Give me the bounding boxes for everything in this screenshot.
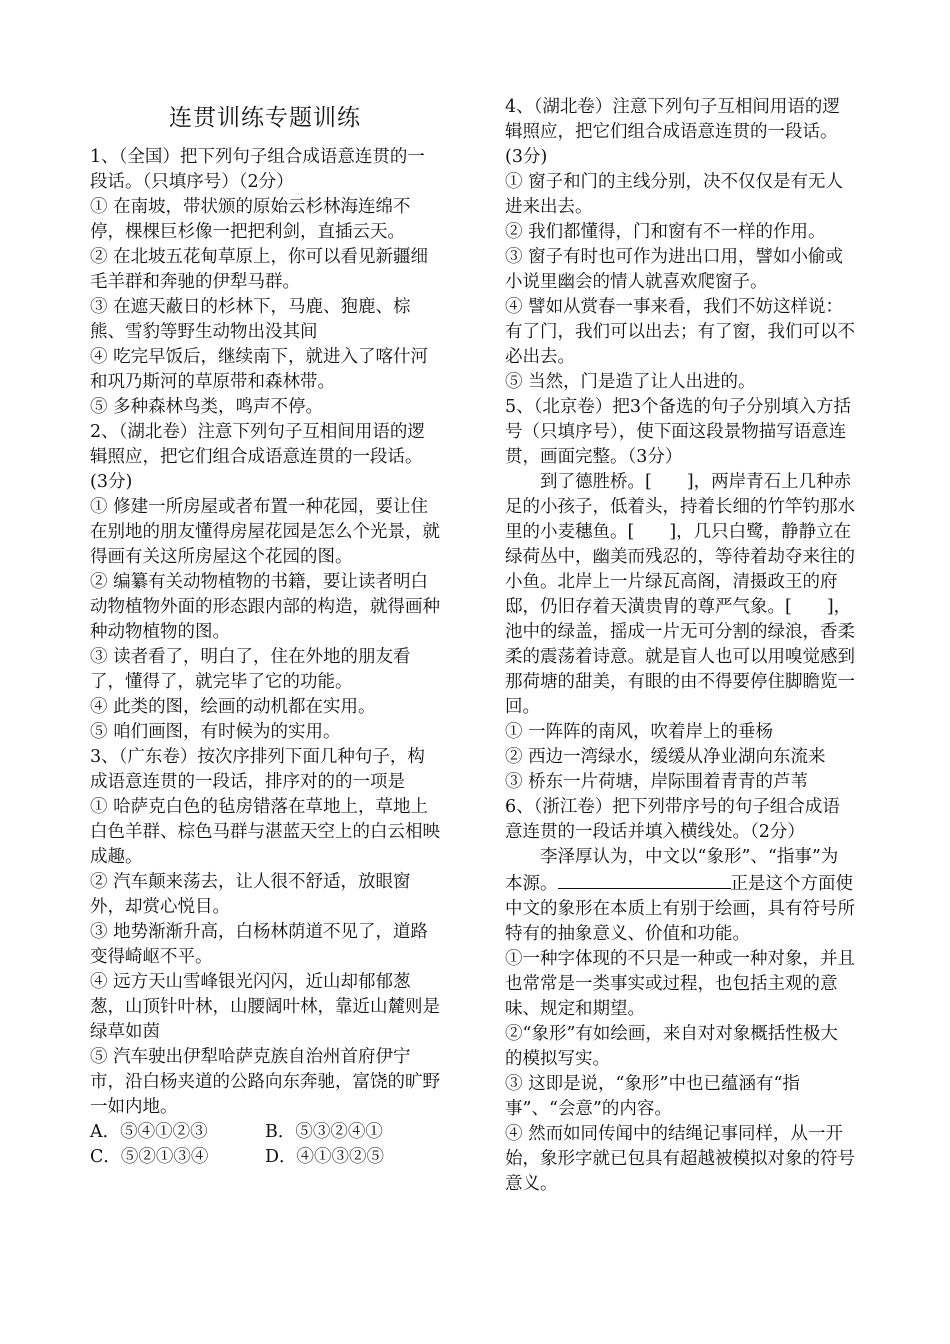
right-column: [505, 95, 855, 1197]
sentence-item: ⑤ 汽车驶出伊犁哈萨克族自治州首府伊宁市，沿白杨夹道的公路向东奔驰，富饶的旷野一如内地。: [90, 1047, 440, 1117]
sentence-item: ① 在南坡，带状颁的原始云杉林海连绵不停，棵棵巨杉像一把把利剑，直插云天。: [90, 197, 411, 242]
option-b[interactable]: B．⑤③②④①: [265, 1122, 383, 1142]
question-1: [90, 145, 440, 420]
option-c[interactable]: C．⑤②①③④: [90, 1147, 209, 1167]
sentence-item: ③ 地势渐渐升高，白杨林荫道不见了，道路变得崎岖不平。: [90, 922, 429, 967]
question-stem: 5、（北京卷）把3个备选的句子分别填入方括号（只填序号），使下面这段景物描写语意连贯，画面完整。（3分）: [505, 397, 852, 467]
page-title: 连贯训练专题训练: [169, 105, 361, 131]
sentence-item: ① 窗子和门的主线分别，决不仅仅是有无人进来出去。: [505, 172, 844, 217]
question-4: [505, 95, 855, 395]
question-5: [505, 395, 855, 795]
sentence-item: ③ 读者看了，明白了，住在外地的朋友看了，懂得了，就完毕了它的功能。: [90, 647, 411, 692]
sentence-item: ④ 吃完早饭后，继续南下，就进入了喀什河和巩乃斯河的草原带和森林带。: [90, 347, 429, 392]
sentence-item: ② 编纂有关动物植物的书籍，要让读者明白动物植物外面的形态跟内部的构造，就得画种种动物植物的图。: [90, 572, 440, 642]
option-a[interactable]: A．⑤④①②③: [90, 1122, 208, 1142]
question-2: [90, 420, 440, 745]
question-stem: 3、（广东卷）按次序排列下面几种句子，构成语意连贯的一段话，排序对的的一项是: [90, 747, 425, 792]
sentence-item: ④ 譬如从赏春一事来看，我们不妨这样说：有了门，我们可以出去；有了窗，我们可以不必出去。: [505, 297, 855, 367]
passage-after: 正是这个方面使中文的象形在本质上有别于绘画，具有符号所特有的抽象意义、价值和功能。: [505, 874, 855, 944]
sentence-item: ① 哈萨克白色的毡房错落在草地上，草地上白色羊群、棕色马群与湛蓝天空上的白云相映成趣。: [90, 797, 440, 867]
sentence-item: ③ 这即是说，“象形”中也已蕴涵有“指事”、“会意”的内容。: [505, 1074, 800, 1119]
sentence-item: ④ 此类的图，绘画的动机都在实用。: [90, 697, 376, 717]
sentence-item: ② 我们都懂得，门和窗有不一样的作用。: [505, 222, 826, 242]
question-stem: 2、（湖北卷）注意下列句子互相间用语的逻辑照应，把它们组合成语意连贯的一段话。(3分): [90, 422, 425, 492]
passage-before: 李泽厚认为，中文以“象形”、“指事”为本源。: [505, 847, 839, 894]
sentence-item: ③ 在遮天蔽日的杉林下，马鹿、狍鹿、棕熊、雪豹等野生动物出没其间: [90, 297, 411, 342]
sentence-item: ④ 远方天山雪峰银光闪闪，近山却郁郁葱葱，山顶针叶林，山腰阔叶林，靠近山麓则是绿草如茵: [90, 972, 440, 1042]
sentence-item: ① 修建一所房屋或者布置一种花园，要让住在别地的朋友懂得房屋花园是怎么个光景，就得画有关这所房屋这个花园的图。: [90, 497, 440, 567]
question-6: [505, 795, 855, 1197]
sentence-item: ② 在北坡五花甸草原上，你可以看见新疆细毛羊群和奔驰的伊犁马群。: [90, 247, 429, 292]
question-stem: 4、（湖北卷）注意下列句子互相间用语的逻辑照应，把它们组合成语意连贯的一段话。(3分): [505, 97, 840, 167]
question-stem: 1、（全国）把下列句子组合成语意连贯的一段话。（只填序号）（2分）: [90, 147, 425, 192]
question-3: [90, 745, 440, 1170]
sentence-item: ② 汽车颠来荡去，让人很不舒适，放眼窗外，却赏心悦目。: [90, 872, 411, 917]
passage: 到了德胜桥。[ ]，两岸青石上几种赤足的小孩子，低着头，持着长细的竹竿钓那水里的小麦穗鱼。[ ]，几只白鹭，静静立在绿荷丛中，幽美而残忍的，等待着劫夺来往的小鱼。北岸上一片绿瓦高阁，清摄政王的府邸，仍旧存着天潢贵胄的尊严气象。[ ]，池中的绿盖，摇成一片无可分割的绿浪，香柔柔的震荡着诗意。就是盲人也可以用嗅觉感到那荷塘的甜美，有眼的由不得要停住脚瞻览一回。: [505, 472, 855, 717]
sentence-item: ④ 然而如同传闻中的结绳记事同样，从一开始，象形字就已包具有超越被模拟对象的符号意义。: [505, 1124, 855, 1194]
passage: [505, 845, 855, 947]
question-stem: 6、（浙江卷）把下列带序号的句子组合成语意连贯的一段话并填入横线处。（2分）: [505, 797, 840, 842]
sentence-item: ③ 窗子有时也可作为进出口用，譬如小偷或小说里幽会的情人就喜欢爬窗子。: [505, 247, 844, 292]
answer-options: [90, 1120, 440, 1170]
sentence-item: ①一种字体现的不只是一种或一种对象，并且也常常是一类事实或过程，也包括主观的意味、规定和期望。: [505, 949, 855, 1019]
left-column: [90, 95, 440, 1170]
sentence-item: ② 西边一湾绿水，缓缓从净业湖向东流来: [505, 747, 826, 767]
sentence-item: ⑤ 当然，门是造了让人出进的。: [505, 372, 756, 392]
answer-blank[interactable]: [558, 870, 731, 889]
sentence-item: ① 一阵阵的南风，吹着岸上的垂杨: [505, 722, 774, 742]
sentence-item: ⑤ 咱们画图，有时候为的实用。: [90, 722, 341, 742]
sentence-item: ②“象形”有如绘画，来自对对象概括性极大的模拟写实。: [505, 1024, 838, 1069]
sentence-item: ③ 桥东一片荷塘，岸际围着青青的芦苇: [505, 772, 809, 792]
sentence-item: ⑤ 多种森林鸟类，鸣声不停。: [90, 397, 324, 417]
option-d[interactable]: D．④①③②⑤: [265, 1147, 385, 1167]
